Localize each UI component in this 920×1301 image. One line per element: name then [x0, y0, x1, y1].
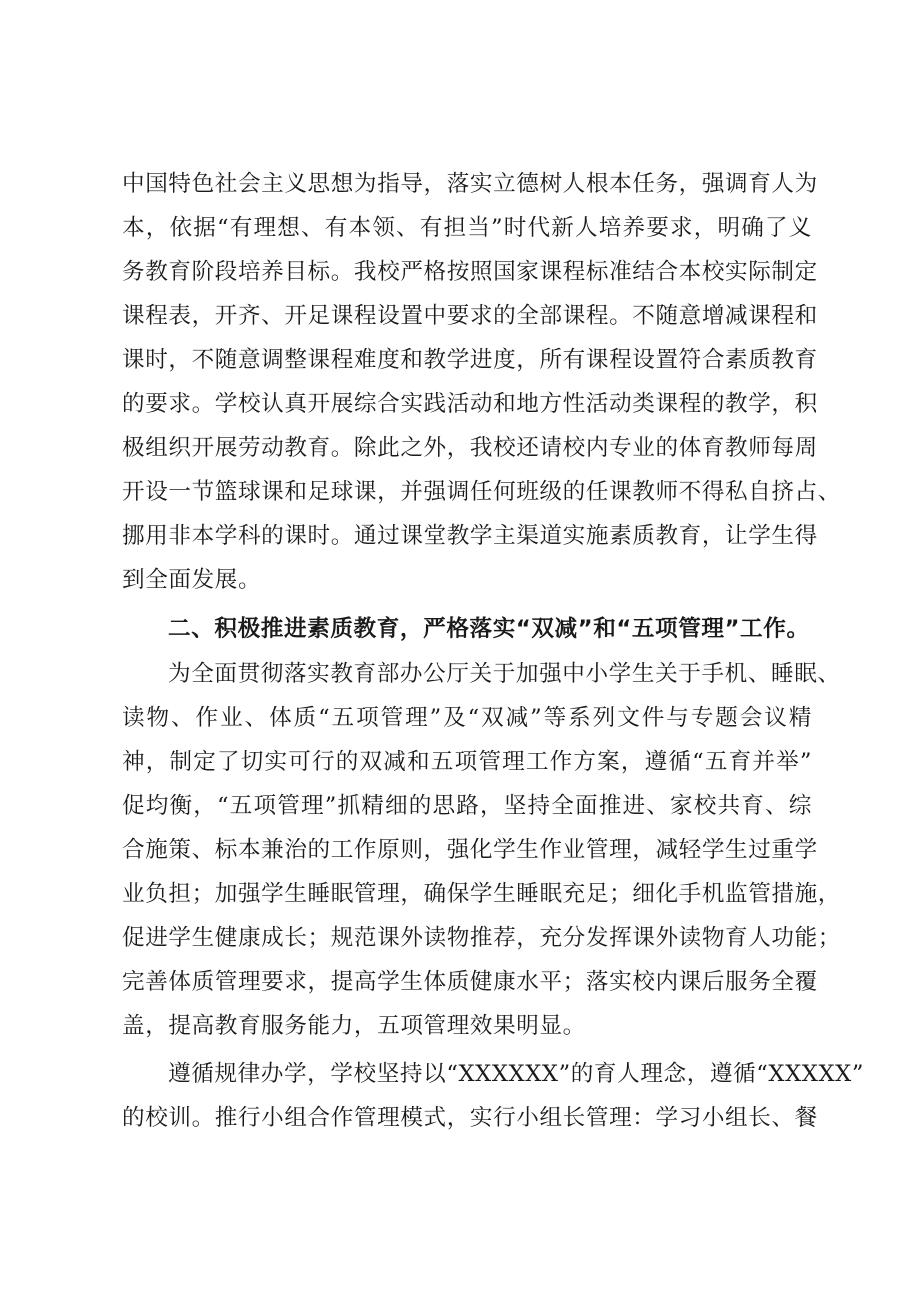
- text-line: 本，依据“有理想、有本领、有担当”时代新人培养要求，明确了义: [122, 215, 812, 241]
- text-line: 神，制定了切实可行的双减和五项管理工作方案，遵循“五育并举”: [122, 749, 812, 775]
- document-body: [122, 162, 865, 1140]
- text-line: 遵循规律办学，学校坚持以“XXXXXX”的育人理念，遵循“XXXXX”: [168, 1061, 865, 1087]
- text-line: 的要求。学校认真开展综合实践活动和地方性活动类课程的教学，积: [122, 391, 818, 417]
- text-line: 读物、作业、体质“五项管理”及“双减”等系列文件与专题会议精: [122, 705, 812, 731]
- text-line: 到全面发展。: [122, 567, 262, 593]
- text-line: 挪用非本学科的课时。通过课堂教学主渠道实施素质教育，让学生得: [122, 523, 818, 549]
- text-line: 合施策、标本兼治的工作原则，强化学生作业管理，减轻学生过重学: [122, 837, 818, 863]
- text-line: 业负担；加强学生睡眠管理，确保学生睡眠充足；细化手机监管措施，: [122, 881, 842, 907]
- text-line: 中国特色社会主义思想为指导，落实立德树人根本任务，强调育人为: [122, 171, 818, 197]
- text-line: 课时，不随意调整课程难度和教学进度，所有课程设置符合素质教育: [122, 347, 818, 373]
- text-line: 为全面贯彻落实教育部办公厅关于加强中小学生关于手机、睡眠、: [168, 661, 841, 687]
- text-line: 促进学生健康成长；规范课外读物推荐，充分发挥课外读物育人功能；: [122, 925, 842, 951]
- paragraph-3: [122, 1052, 865, 1140]
- section-heading: 二、积极推进素质教育，严格落实“双减”和“五项管理”工作。: [168, 616, 810, 642]
- text-line: 课程表，开齐、开足课程设置中要求的全部课程。不随意增减课程和: [122, 303, 818, 329]
- text-line: 务教育阶段培养目标。我校严格按照国家课程标准结合本校实际制定: [122, 259, 818, 285]
- text-line: 完善体质管理要求，提高学生体质健康水平；落实校内课后服务全覆: [122, 969, 818, 995]
- text-line: 促均衡，“五项管理”抓精细的思路，坚持全面推进、家校共育、综: [122, 793, 812, 819]
- paragraph-1: [122, 162, 842, 602]
- text-line: 盖，提高教育服务能力，五项管理效果明显。: [122, 1013, 586, 1039]
- text-line: 的校训。推行小组合作管理模式，实行小组长管理：学习小组长、餐: [122, 1105, 818, 1131]
- paragraph-2: [122, 652, 842, 1048]
- text-line: 开设一节篮球课和足球课，并强调任何班级的任课教师不得私自挤占、: [122, 479, 842, 505]
- text-line: 极组织开展劳动教育。除此之外，我校还请校内专业的体育教师每周: [122, 435, 818, 461]
